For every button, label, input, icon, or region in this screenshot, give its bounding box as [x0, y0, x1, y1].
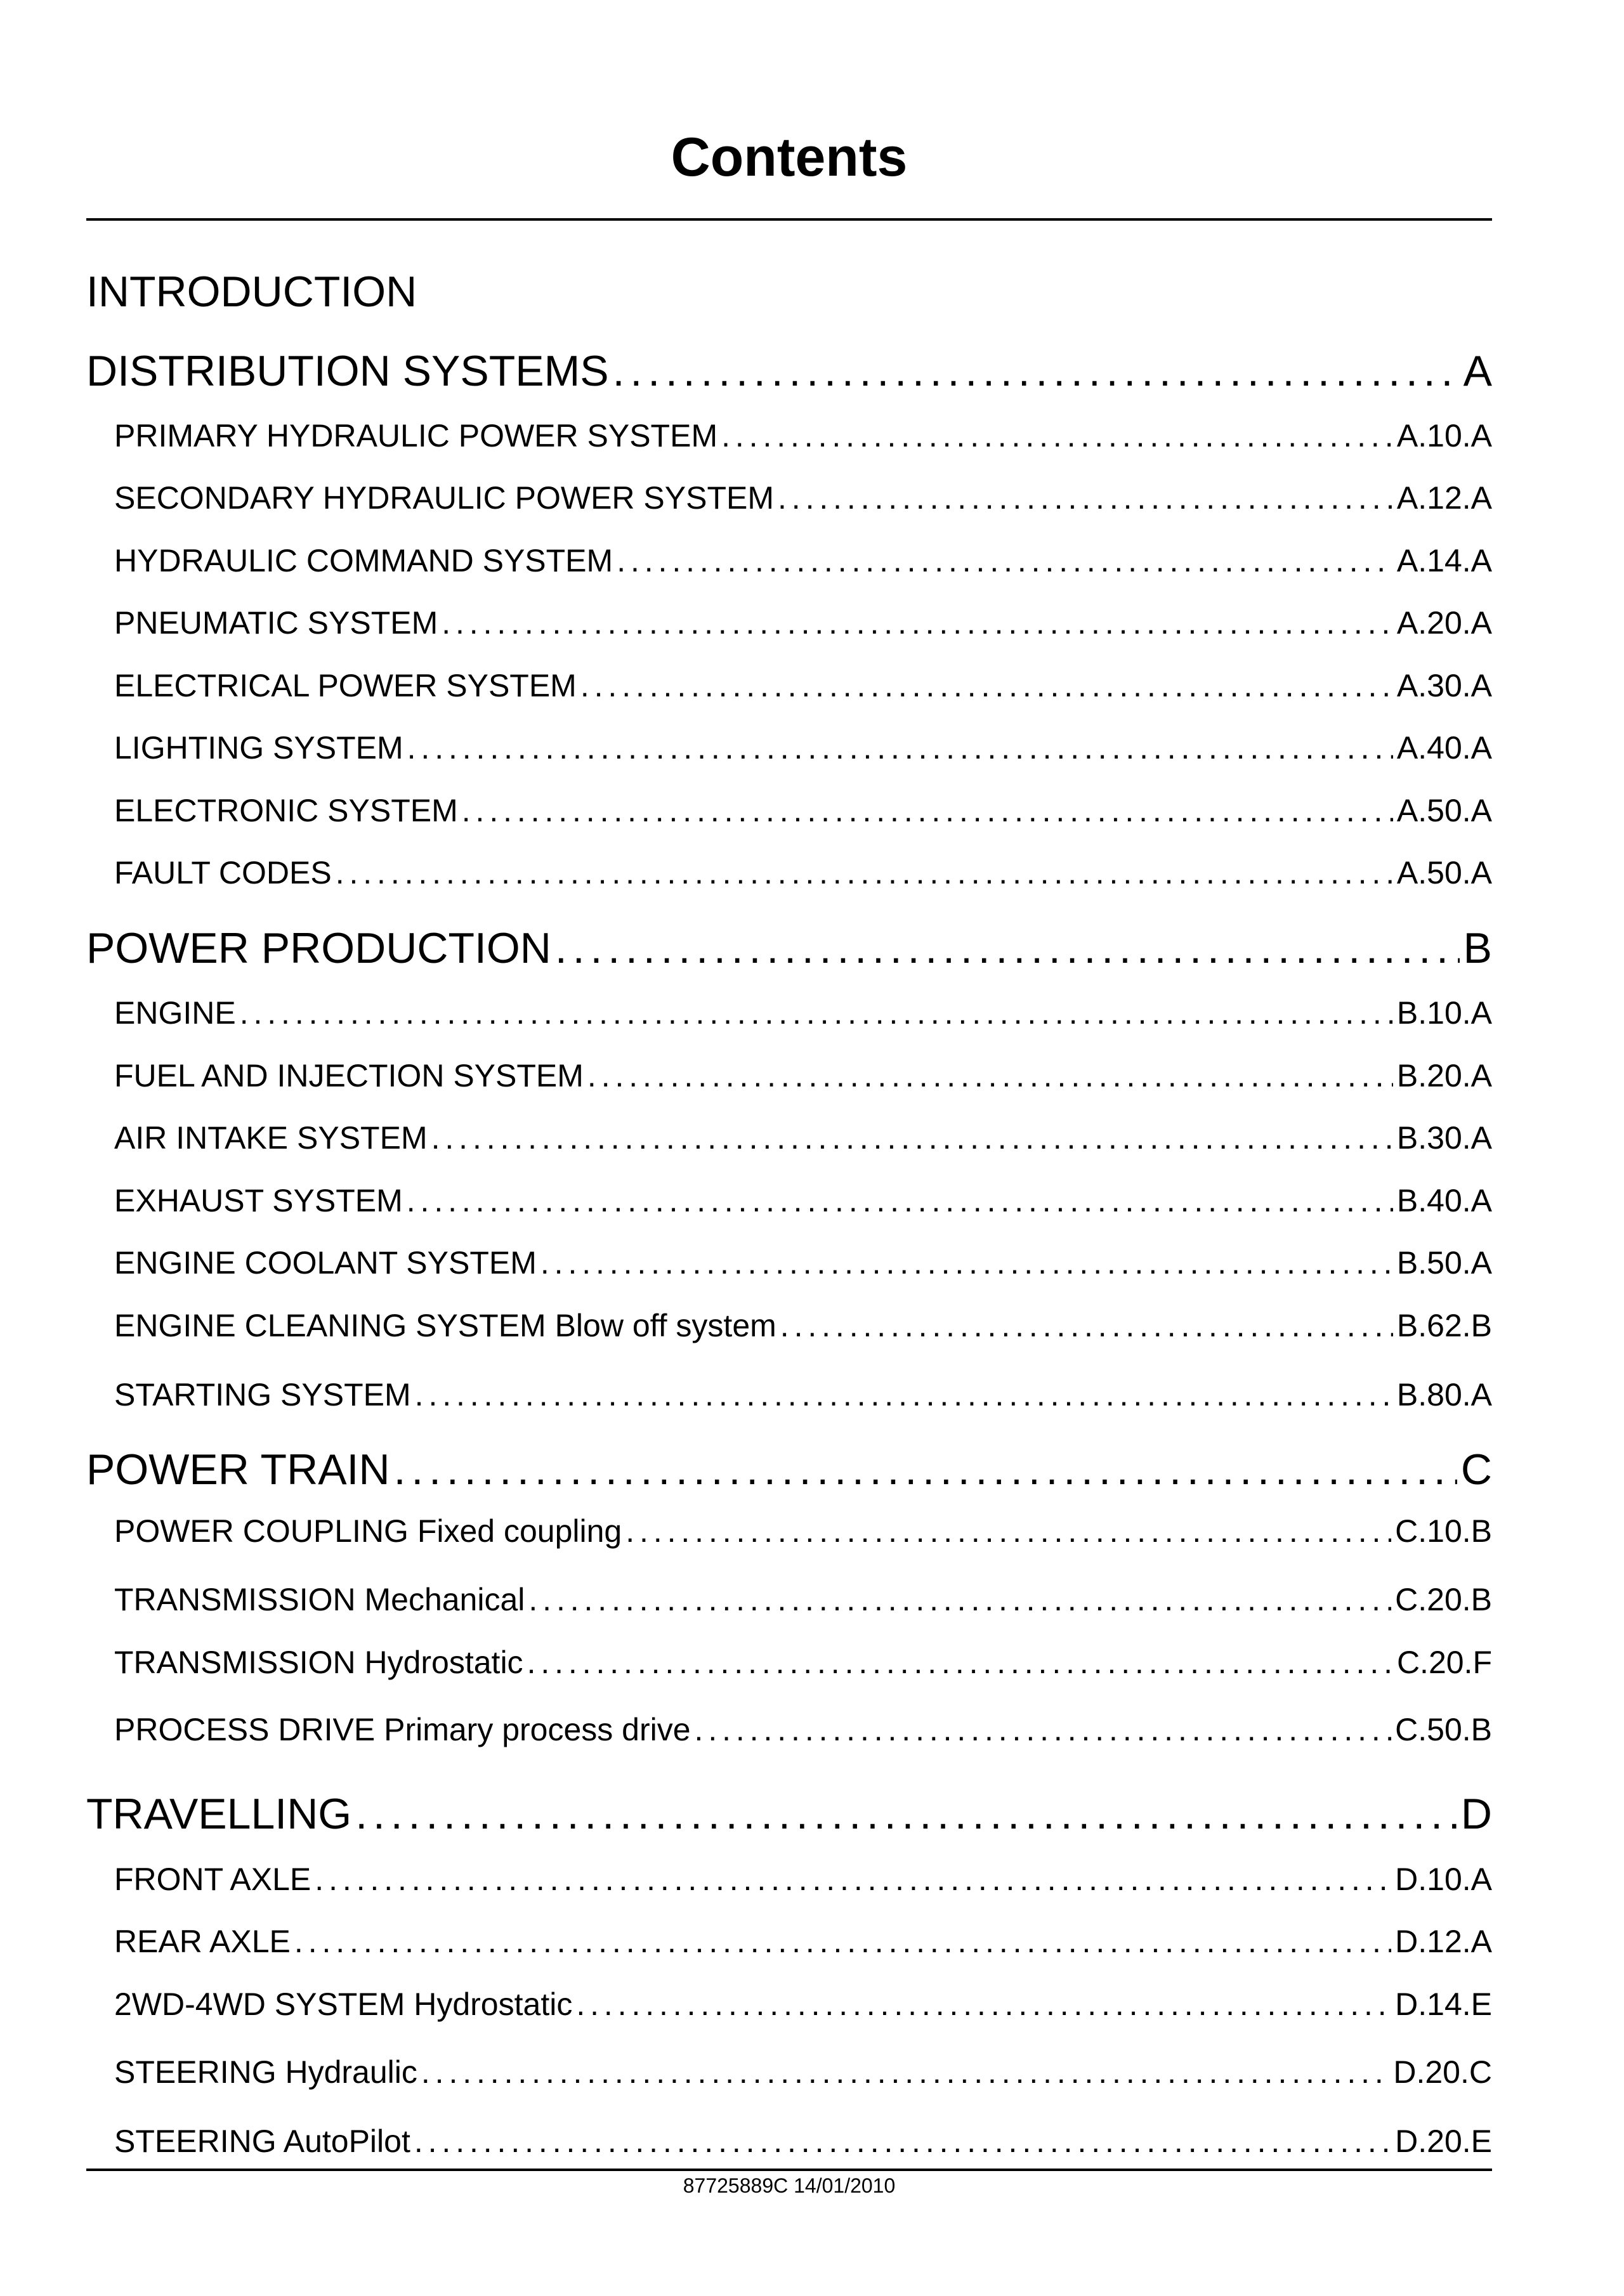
dot-leader [462, 792, 1393, 830]
dot-leader [721, 417, 1393, 455]
top-rule [86, 218, 1492, 221]
dot-leader [407, 1182, 1393, 1220]
toc-entry-ref: C.50.B [1395, 1712, 1492, 1747]
toc-entry-label: FAULT CODES [114, 855, 332, 890]
toc-intro: INTRODUCTION [86, 268, 417, 316]
toc-entry-label: PRIMARY HYDRAULIC POWER SYSTEM [114, 418, 718, 453]
toc-entry-label: ENGINE COOLANT SYSTEM [114, 1245, 537, 1281]
toc-entry-row[interactable] [114, 1376, 1492, 1414]
toc-entry-label: TRANSMISSION Mechanical [114, 1582, 525, 1617]
dot-leader [528, 1581, 1391, 1619]
toc-entry-ref: A.30.A [1396, 668, 1492, 703]
toc-section-ref: C [1460, 1445, 1492, 1494]
dot-leader [617, 542, 1393, 580]
toc-entry-label: ENGINE CLEANING SYSTEM Blow off system [114, 1308, 776, 1343]
toc-section-label: DISTRIBUTION SYSTEMS [86, 347, 609, 395]
dot-leader [315, 1860, 1391, 1898]
toc-section-ref: A [1463, 347, 1492, 395]
toc-entry-label: ELECTRICAL POWER SYSTEM [114, 668, 577, 703]
toc-entry-label: HYDRAULIC COMMAND SYSTEM [114, 543, 613, 578]
toc-entry-label: FRONT AXLE [114, 1862, 311, 1897]
toc-entry-label: SECONDARY HYDRAULIC POWER SYSTEM [114, 480, 775, 516]
toc-section-row[interactable] [86, 346, 1492, 398]
dot-leader [415, 1376, 1393, 1414]
toc-entry-row[interactable] [114, 1643, 1492, 1681]
toc-entry-label: PROCESS DRIVE Primary process drive [114, 1712, 691, 1747]
toc-entry-row[interactable] [114, 2122, 1492, 2160]
contents-page [86, 0, 1492, 2296]
toc-section-ref: D [1460, 1790, 1492, 1838]
toc-entry-ref: D.20.E [1395, 2123, 1492, 2159]
dot-leader [613, 346, 1460, 398]
dot-leader [336, 854, 1393, 892]
toc-entry-label: REAR AXLE [114, 1924, 291, 1959]
toc-entry-label: STEERING Hydraulic [114, 2054, 417, 2090]
toc-entry-label: 2WD-4WD SYSTEM Hydrostatic [114, 1986, 573, 2022]
toc-entry-ref: A.40.A [1396, 730, 1492, 766]
toc-entry-ref: B.30.A [1396, 1120, 1492, 1156]
toc-entry-ref: B.40.A [1396, 1183, 1492, 1218]
toc-entry-row[interactable] [114, 1244, 1492, 1282]
toc-entry-label: ELECTRONIC SYSTEM [114, 793, 458, 828]
toc-entry-row[interactable] [114, 1581, 1492, 1619]
dot-leader [555, 923, 1460, 975]
toc-entry-ref: A.50.A [1396, 855, 1492, 890]
toc-entry-ref: B.80.A [1396, 1377, 1492, 1412]
toc-entry-ref: A.14.A [1396, 543, 1492, 578]
dot-leader [407, 729, 1393, 767]
toc-entry-label: TRANSMISSION Hydrostatic [114, 1645, 523, 1680]
toc-entry-row[interactable] [114, 792, 1492, 830]
bottom-rule [86, 2169, 1492, 2171]
toc-entry-ref: D.14.E [1395, 1986, 1492, 2022]
toc-section-row[interactable] [86, 923, 1492, 975]
dot-leader [431, 1119, 1393, 1157]
toc-entry-row[interactable] [114, 1119, 1492, 1157]
toc-entry-label: PNEUMATIC SYSTEM [114, 605, 438, 641]
toc-entry-label: FUEL AND INJECTION SYSTEM [114, 1058, 584, 1093]
toc-section-ref: B [1463, 924, 1492, 972]
toc-section-label: POWER TRAIN [86, 1445, 390, 1494]
toc-entry-ref: B.50.A [1396, 1245, 1492, 1281]
toc-entry-ref: C.10.B [1395, 1513, 1492, 1549]
toc-entry-row[interactable] [114, 2053, 1492, 2091]
toc-entry-ref: C.20.B [1395, 1582, 1492, 1617]
toc-entry-row[interactable] [114, 994, 1492, 1032]
toc-entry-label: EXHAUST SYSTEM [114, 1183, 403, 1218]
toc-section-row[interactable] [86, 1789, 1492, 1841]
dot-leader [527, 1643, 1393, 1681]
toc-entry-label: LIGHTING SYSTEM [114, 730, 403, 766]
dot-leader [695, 1711, 1392, 1749]
dot-leader [355, 1789, 1457, 1841]
toc-entry-row[interactable] [114, 1860, 1492, 1898]
toc-section-label: TRAVELLING [86, 1790, 352, 1838]
dot-leader [421, 2053, 1389, 2091]
toc-entry-ref: B.10.A [1396, 995, 1492, 1031]
toc-entry-ref: B.62.B [1396, 1308, 1492, 1343]
dot-leader [442, 604, 1393, 642]
toc-entry-ref: D.20.C [1393, 2054, 1492, 2090]
toc-entry-row[interactable] [114, 542, 1492, 580]
dot-leader [580, 667, 1393, 705]
dot-leader [587, 1057, 1393, 1095]
toc-entry-ref: A.20.A [1396, 605, 1492, 641]
toc-entry-ref: D.12.A [1395, 1924, 1492, 1959]
toc-entry-row[interactable] [114, 1985, 1492, 2023]
dot-leader [625, 1512, 1391, 1550]
dot-leader [294, 1922, 1391, 1960]
toc-entry-row[interactable] [114, 667, 1492, 705]
toc-entry-label: AIR INTAKE SYSTEM [114, 1120, 428, 1156]
dot-leader [778, 479, 1393, 517]
toc-entry-row[interactable] [114, 1307, 1492, 1345]
toc-entry-ref: B.20.A [1396, 1058, 1492, 1093]
toc-entry-row[interactable] [114, 604, 1492, 642]
toc-entry-row[interactable] [114, 1512, 1492, 1550]
dot-leader [240, 994, 1393, 1032]
toc-entry-row[interactable] [114, 1057, 1492, 1095]
dot-leader [414, 2122, 1391, 2160]
toc-entry-ref: D.10.A [1395, 1862, 1492, 1897]
toc-entry-ref: C.20.F [1396, 1645, 1492, 1680]
toc-entry-row[interactable] [114, 729, 1492, 767]
toc-entry-ref: A.10.A [1396, 418, 1492, 453]
footer-doc-code: 87725889C 14/01/2010 [683, 2174, 896, 2197]
toc-entry-row[interactable] [114, 1182, 1492, 1220]
dot-leader [576, 1985, 1391, 2023]
toc-entry-row[interactable] [114, 479, 1492, 517]
toc-entry-row[interactable] [114, 854, 1492, 892]
toc-entry-label: STEERING AutoPilot [114, 2123, 410, 2159]
toc-section-label: POWER PRODUCTION [86, 924, 551, 972]
toc-section-row[interactable] [86, 1444, 1492, 1496]
dot-leader [780, 1307, 1393, 1345]
toc-entry-label: ENGINE [114, 995, 236, 1031]
toc-entry-row[interactable] [114, 1711, 1492, 1749]
toc-entry-row[interactable] [114, 1922, 1492, 1960]
page-title: Contents [671, 127, 908, 188]
toc-entry-ref: A.50.A [1396, 793, 1492, 828]
toc-entry-label: STARTING SYSTEM [114, 1377, 411, 1412]
dot-leader [540, 1244, 1393, 1282]
dot-leader [394, 1444, 1457, 1496]
toc-entry-label: POWER COUPLING Fixed coupling [114, 1513, 622, 1549]
toc-entry-row[interactable] [114, 417, 1492, 455]
toc-entry-ref: A.12.A [1396, 480, 1492, 516]
